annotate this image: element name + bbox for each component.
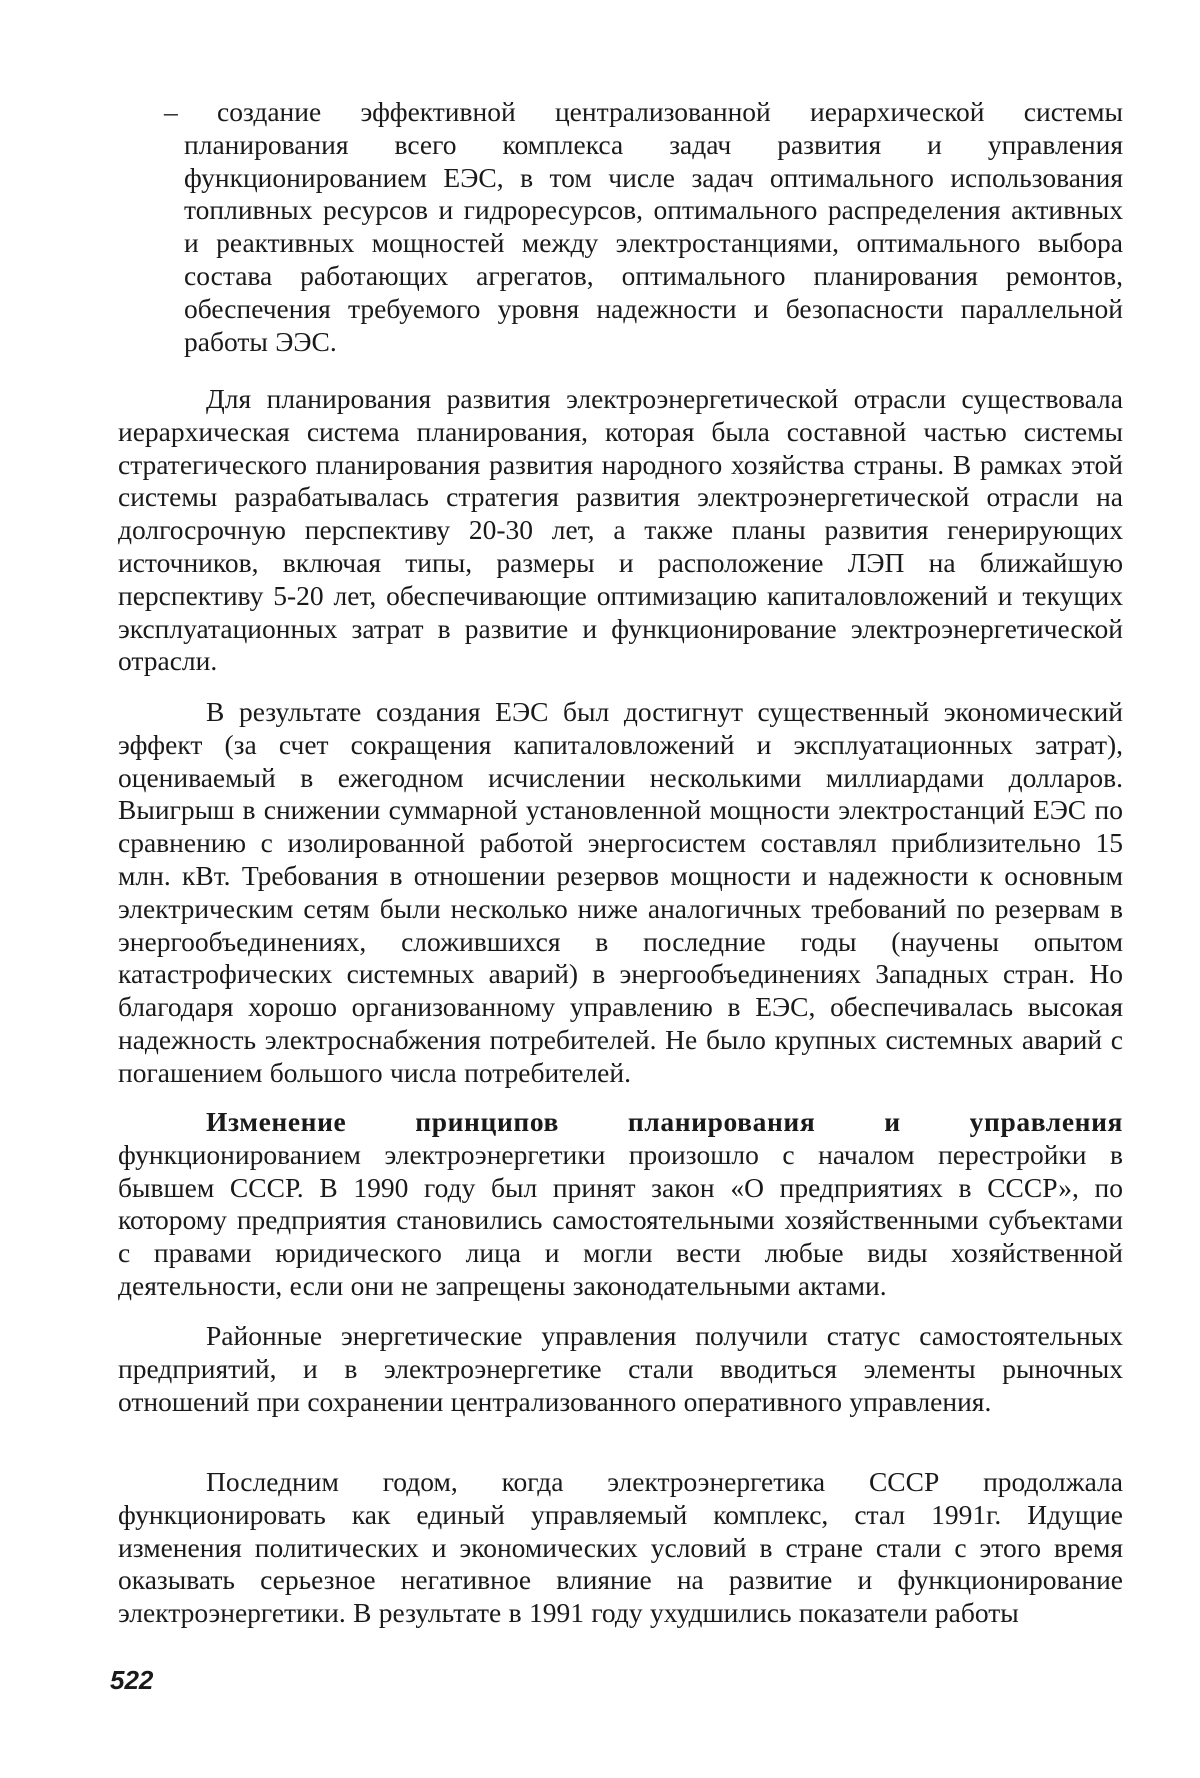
paragraph-regional-management: [118, 1320, 1123, 1418]
paragraph-last-year: [118, 1466, 1123, 1630]
paragraph-ees-effect: [118, 696, 1123, 1090]
paragraph-principles-change: [118, 1106, 1123, 1303]
paragraph-bold-lead: Изменение принципов планирования и управления: [206, 1106, 1123, 1137]
paragraph-text: В результате создания ЕЭС был достигнут существенный экономический эффект (за счет сокращения капиталовложений и эксплуатационных затрат), оцениваемый в ежегодном исчислении несколькими миллиардами долларов. Выигрыш в снижении суммарной установленной мощности электростанций ЕЭС по сравнению с изолированной работой энергосистем составлял приблизительно 15 млн. кВт. Требования в отношении резервов мощности и надежности к основным электрическим сетям были несколько ниже аналогичных требований по резервам в энергообъединениях, сложившихся в последние годы (научены опытом катастрофических системных аварий) в энергообъединениях Западных стран. Но благодаря хорошо организованному управлению в ЕЭС, обеспечивалась высокая надежность электроснабжения потребителей. Не было крупных системных аварий с погашением большого числа потребителей.: [118, 696, 1123, 1088]
bullet-text: создание эффективной централизованной иерархической системы планирования всего комплекса задач развития и управления функционированием ЕЭС, в том числе задач оптимального использования топливных ресурсов и гидроресурсов, оптимального распределения активных и реактивных мощностей между электростанциями, оптимального выбора состава работающих агрегатов, оптимального планирования ремонтов, обеспечения требуемого уровня надежности и безопасности параллельной работы ЭЭС.: [184, 96, 1123, 357]
page-number: 522: [110, 1665, 154, 1695]
paragraph-text: функционированием электроэнергетики произошло с началом перестройки в бывшем СССР. В 1990 году был принят закон «О предприятиях в СССР», по которому предприятия становились самостоятельными хозяйственными субъектами с правами юридического лица и могли вести любые виды хозяйственной деятельности, если они не запрещены законодательными актами.: [118, 1138, 1123, 1301]
paragraph-text: Для планирования развития электроэнергетической отрасли существовала иерархическая система планирования, которая была составной частью системы стратегического планирования развития народного хозяйства страны. В рамках этой системы разрабатывалась стратегия развития электроэнергетической отрасли на долгосрочную перспективу 20-30 лет, а также планы развития генерирующих источников, включая типы, размеры и расположение ЛЭП на ближайшую перспективу 5-20 лет, обеспечивающие оптимизацию капиталовложений и текущих эксплуатационных затрат в развитие и функционирование электроэнергетической отрасли.: [118, 383, 1123, 677]
paragraph-text: Последним годом, когда электроэнергетика СССР продолжала функционировать как единый управляемый комплекс, стал 1991г. Идущие изменения политических и экономических условий в стране стали с этого время оказывать серьезное негативное влияние на развитие и функционирование электроэнергетики. В результате в 1991 году ухудшились показатели работы: [118, 1466, 1123, 1629]
bullet-marker: –: [164, 96, 178, 127]
paragraph-text: Районные энергетические управления получили статус самостоятельных предприятий, и в электроэнергетике стали вводиться элементы рыночных отношений при сохранении централизованного оперативного управления.: [118, 1320, 1123, 1417]
paragraph-planning-hierarchy: [118, 383, 1123, 678]
bullet-item: [118, 96, 1123, 358]
